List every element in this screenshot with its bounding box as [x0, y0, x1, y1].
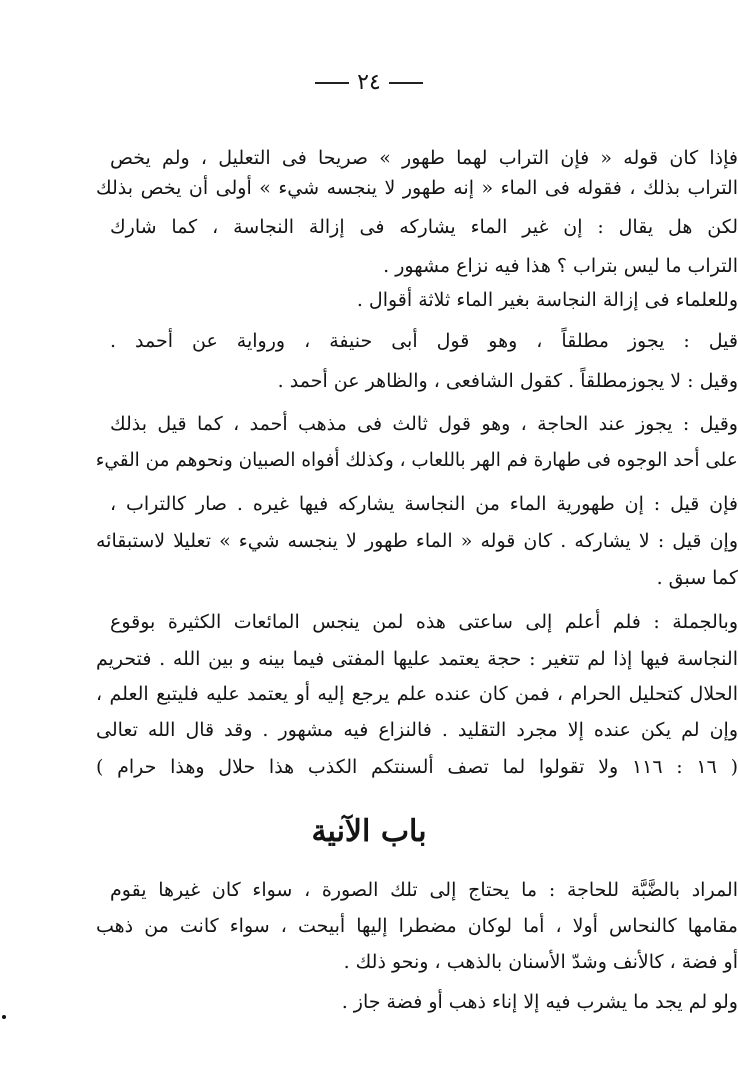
text-line: وقيل : لا يجوزمطلقاً . كقول الشافعى ، والظاهر عن أحمد . — [277, 370, 738, 392]
text-line: وللعلماء فى إزالة النجاسة بغير الماء ثلاثة أقوال . — [356, 289, 738, 311]
text-line: فإن قيل : إن طهورية الماء من النجاسة يشاركه فيها غيره . صار كالتراب ، — [110, 493, 738, 515]
text-line: التراب ما ليس بتراب ؟ هذا فيه نزاع مشهور . — [383, 255, 738, 277]
text-line: أو فضة ، كالأنف وشدّ الأسنان بالذهب ، ونحو ذلك . — [343, 951, 738, 973]
text-line: الحلال كتحليل الحرام ، فمن كان عنده علم يرجع إليه أو يعتمد عليه فليتبع العلم ، — [96, 683, 738, 705]
text-line: ( ١٦ : ١١٦ ولا تقولوا لما تصف ألسنتكم الكذب هذا حلال وهذا حرام ) — [95, 756, 738, 778]
text-line: التراب بذلك ، فقوله فى الماء « إنه طهور لا ينجسه شيء » أولى أن يخص بذلك — [96, 177, 738, 199]
text-line: ولو لم يجد ما يشرب فيه إلا إناء ذهب أو فضة جاز . — [341, 991, 738, 1013]
text-line: وإن لم يكن عنده إلا مجرد التقليد . فالنزاع فيه مشهور . وقد قال الله تعالى — [96, 719, 738, 741]
page-number-dash-right — [389, 82, 423, 84]
text-line: وقيل : يجوز عند الحاجة ، وهو قول ثالث فى مذهب أحمد ، كما قيل بذلك — [110, 413, 738, 435]
chapter-heading: باب الآنية — [311, 814, 427, 849]
page-number — [0, 70, 738, 95]
text-line: النجاسة فيها إذا لم تتغير : حجة يعتمد عليها المفتى فيما بينه و بين الله . فتحريم — [96, 648, 738, 670]
text-line: كما سبق . — [656, 567, 738, 589]
text-line: وبالجملة : فلم أعلم إلى ساعتى هذه لمن ينجس المائعات الكثيرة بوقوع — [110, 611, 738, 633]
text-line: لكن هل يقال : إن غير الماء يشاركه فى إزالة النجاسة ، كما شارك — [110, 216, 738, 238]
scan-speck — [2, 1015, 6, 1019]
text-line: فإذا كان قوله « فإن التراب لهما طهور » صريحا فى التعليل ، ولم يخص — [110, 147, 738, 169]
page-number-value: ٢٤ — [357, 70, 381, 95]
text-line: مقامها كالنحاس أولا ، أما لوكان مضطرا إليها أبيحت ، سواء كانت من ذهب — [96, 915, 738, 937]
text-line: قيل : يجوز مطلقاً ، وهو قول أبى حنيفة ، ورواية عن أحمد . — [110, 330, 738, 352]
text-line: على أحد الوجوه فى طهارة فم الهر باللعاب ، وكذلك أفواه الصبيان ونحوهم من القيء — [96, 449, 738, 471]
text-line: المراد بالضَّبَّة للحاجة : ما يحتاج إلى تلك الصورة ، سواء كان غيرها يقوم — [110, 879, 738, 901]
text-line: وإن قيل : لا يشاركه . كان قوله « الماء طهور لا ينجسه شيء » تعليلا لاستبقائه — [96, 530, 738, 552]
page-number-dash-left — [315, 82, 349, 84]
